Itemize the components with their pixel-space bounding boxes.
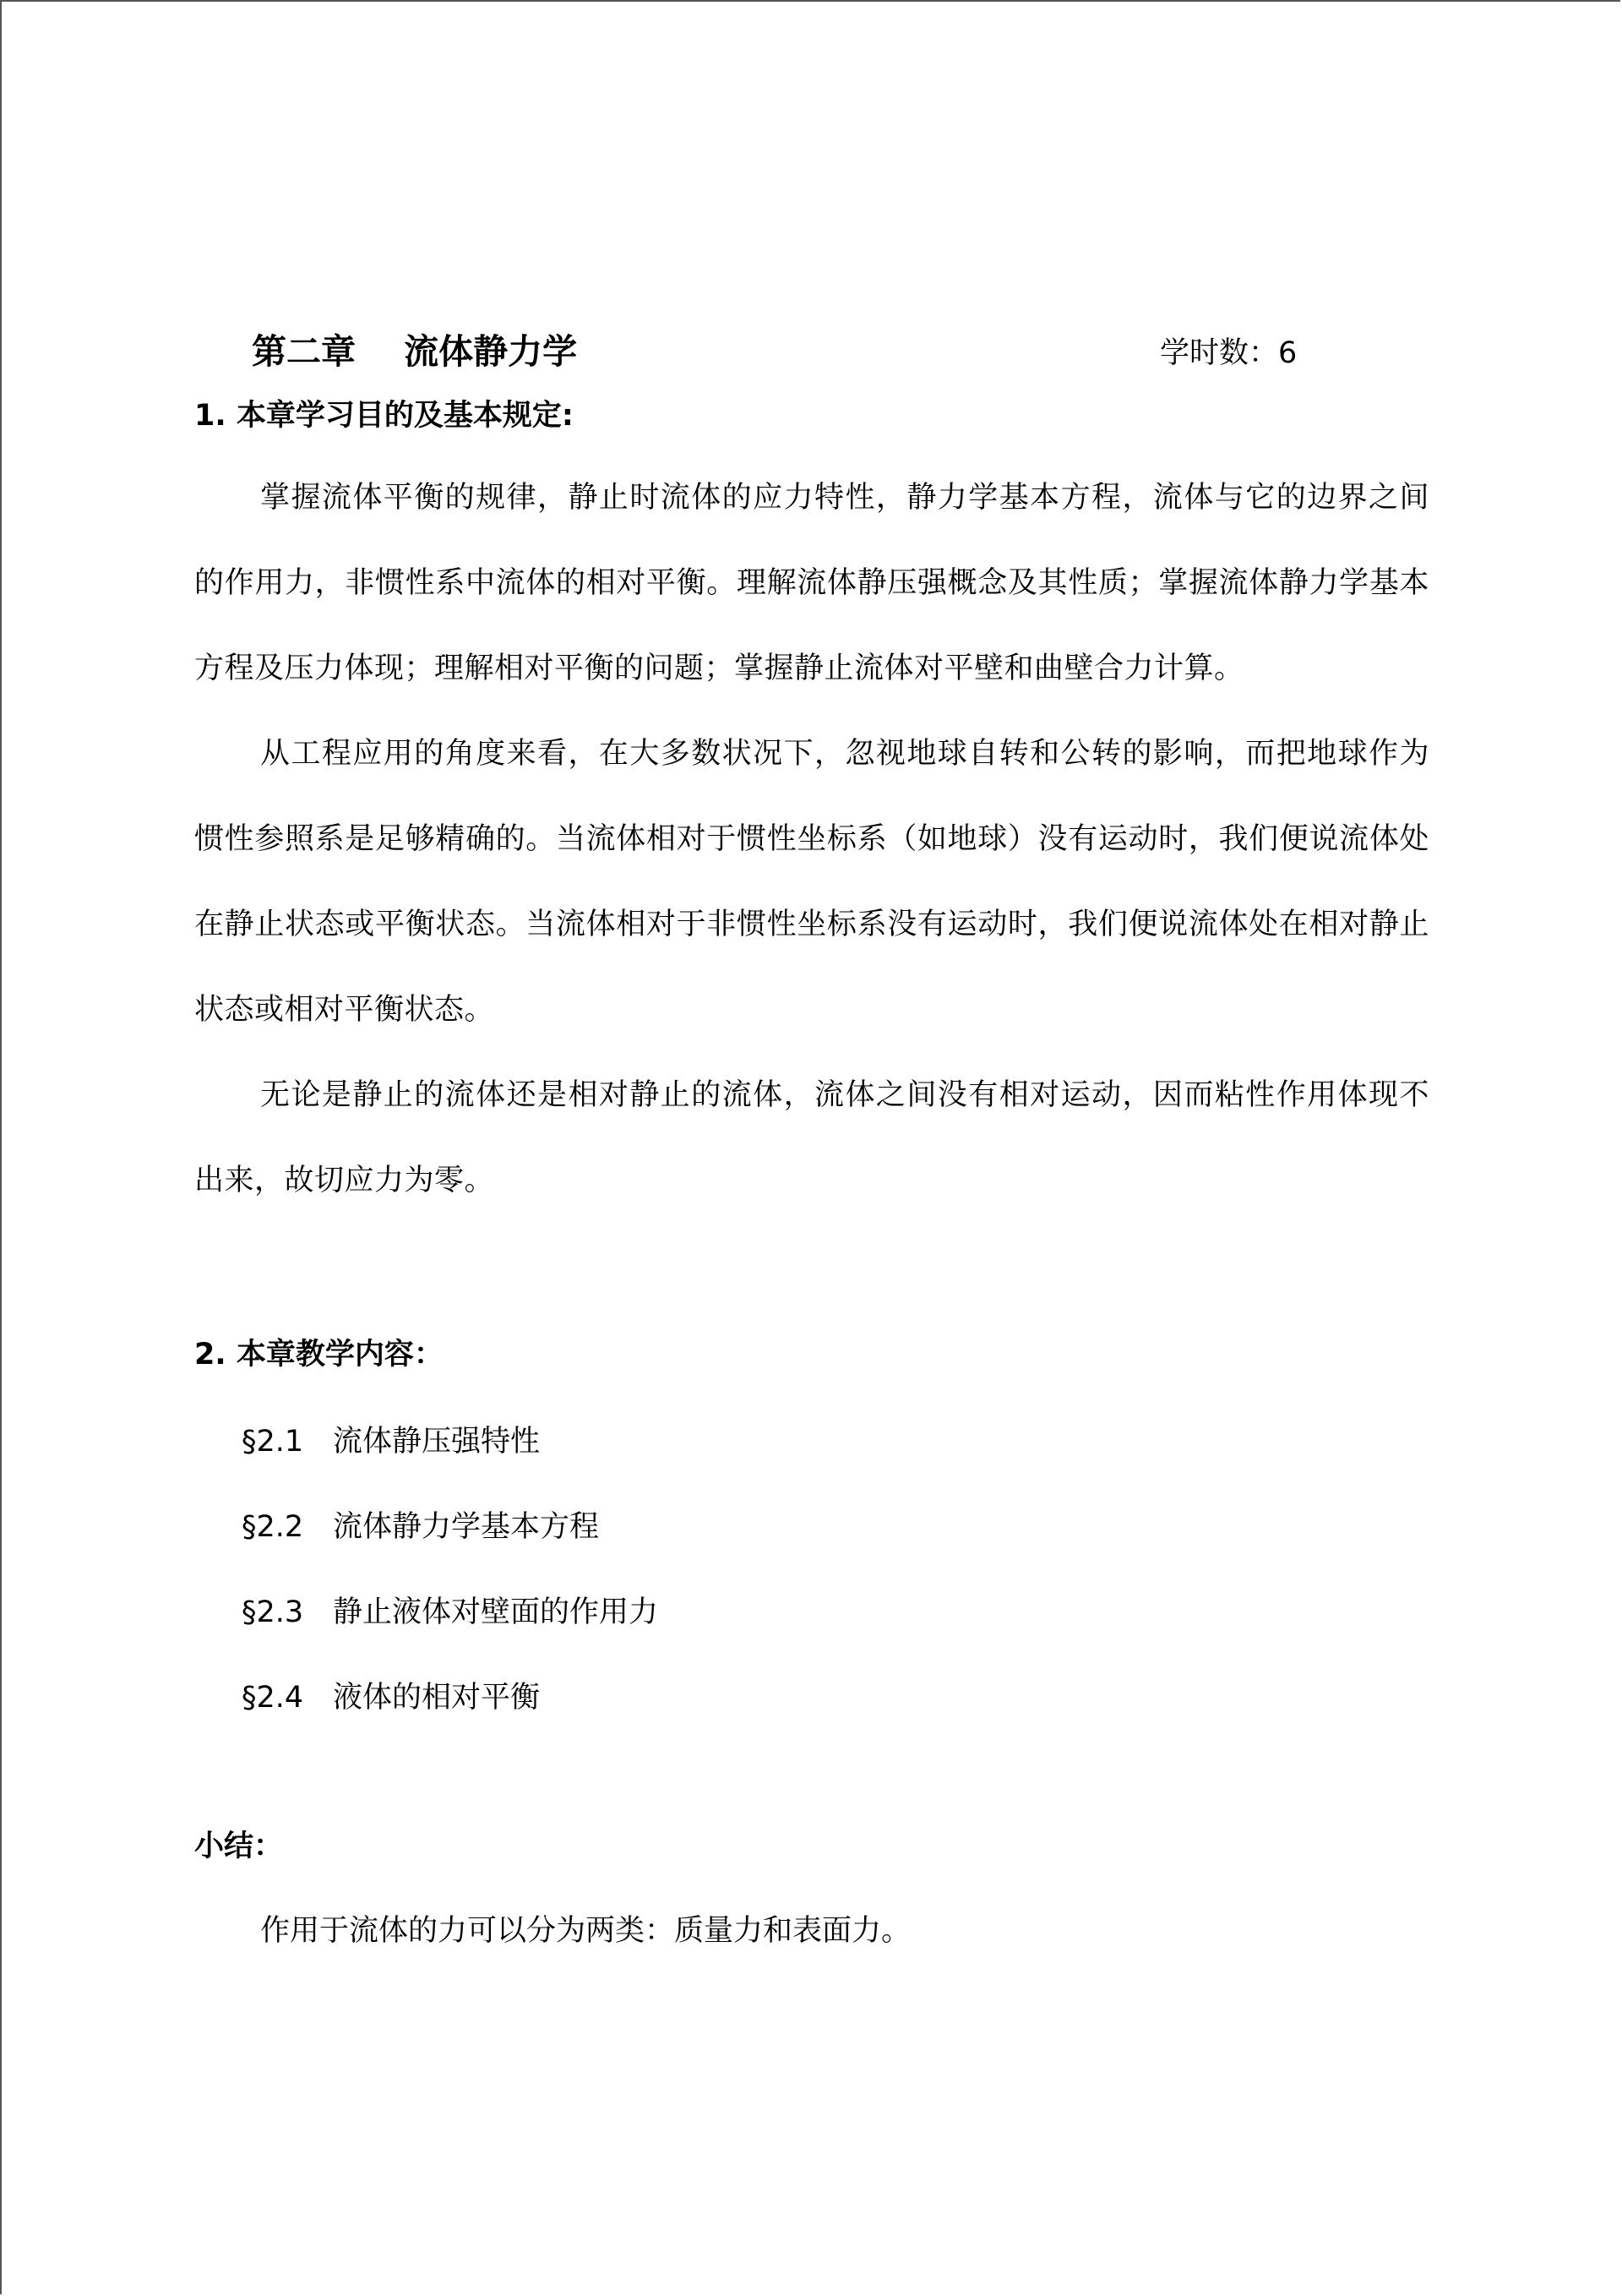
- section-number: §2.4: [242, 1681, 304, 1715]
- section-2-heading: 2. 本章教学内容：: [194, 1338, 444, 1372]
- list-item: [194, 1399, 1429, 1485]
- section-number: §2.3: [242, 1595, 304, 1629]
- list-item: [194, 1485, 1429, 1570]
- summary-heading: 小结：: [194, 1830, 284, 1863]
- chapter-title: 第二章 流体静力学: [252, 331, 578, 372]
- section-label: 液体的相对平衡: [333, 1681, 541, 1715]
- teaching-content-list: [194, 1399, 1429, 1741]
- section-label: 流体静压强特性: [333, 1425, 541, 1459]
- list-item: [194, 1570, 1429, 1655]
- section-label: 静止液体对壁面的作用力: [333, 1595, 659, 1629]
- paragraph-shear-stress: 无论是静止的流体还是相对静止的流体，流体之间没有相对运动，因而粘性作用体现不出来，故切应力为零。: [194, 1078, 1429, 1197]
- list-item: [194, 1655, 1429, 1741]
- section-number: §2.1: [242, 1425, 304, 1459]
- section-number: §2.2: [242, 1510, 304, 1544]
- paragraph-engineering-view: 从工程应用的角度来看，在大多数状况下，忽视地球自转和公转的影响，而把地球作为惯性参照系是足够精确的。当流体相对于惯性坐标系（如地球）没有运动时，我们便说流体处在静止状态或平衡状态。当流体相对于非惯性坐标系没有运动时，我们便说流体处在相对静止状态或相对平衡状态。: [194, 737, 1429, 1027]
- section-1-heading: 1. 本章学习目的及基本规定:: [194, 399, 574, 433]
- document-body: [194, 317, 1429, 1952]
- summary-text: 作用于流体的力可以分为两类：质量力和表面力。: [260, 1914, 912, 1948]
- section-label: 流体静力学基本方程: [333, 1510, 600, 1544]
- class-hours: 学时数：6: [1160, 336, 1298, 370]
- paragraph-objectives: 掌握流体平衡的规律，静止时流体的应力特性，静力学基本方程，流体与它的边界之间的作用力，非惯性系中流体的相对平衡。理解流体静压强概念及其性质；掌握流体静力学基本方程及压力体现；理解相对平衡的问题；掌握静止流体对平壁和曲壁合力计算。: [194, 481, 1429, 685]
- title-row: [194, 317, 1429, 376]
